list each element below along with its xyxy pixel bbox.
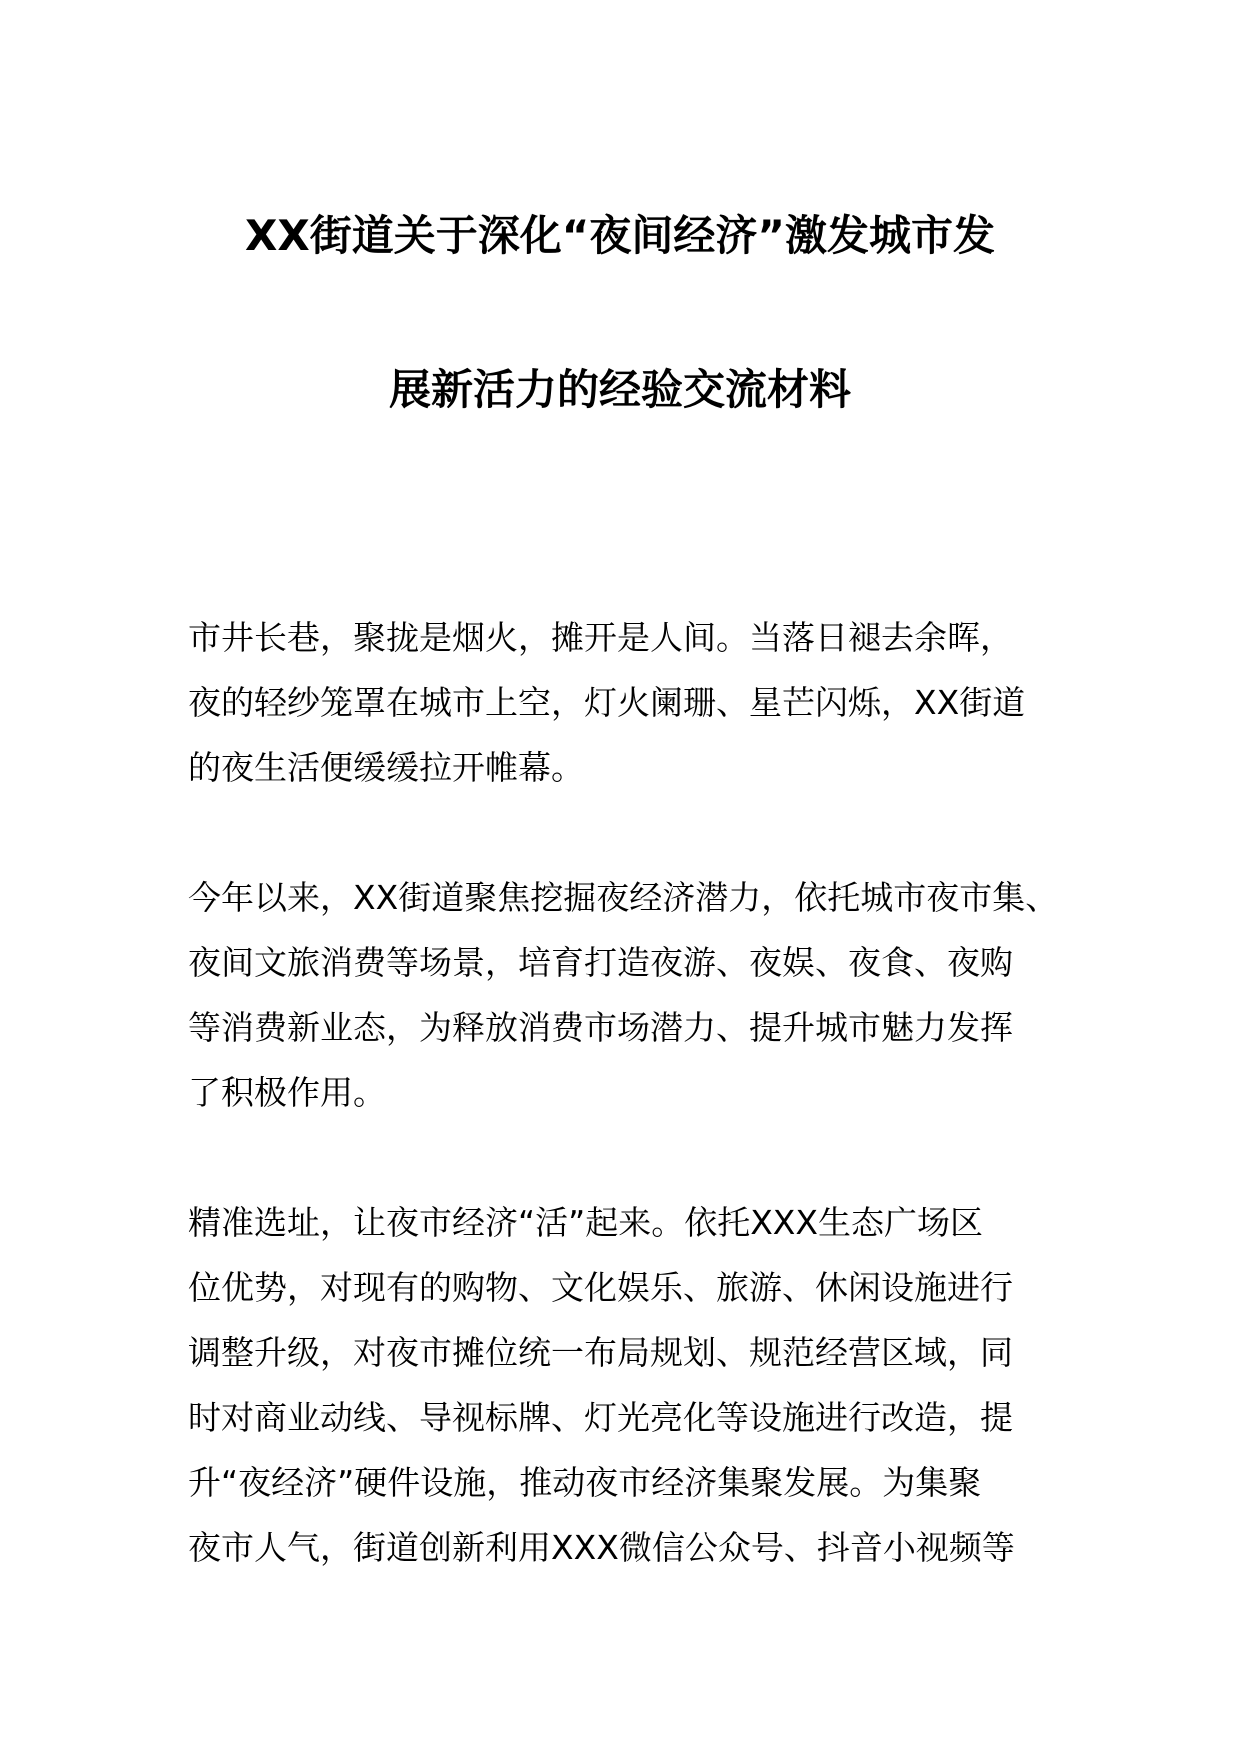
paragraph-line: 时对商业动线、导视标牌、灯光亮化等设施进行改造，提 (188, 1398, 1013, 1437)
paragraph-line: 了积极作用。 (188, 1073, 386, 1112)
document-title-line-1: XX街道关于深化“夜间经济”激发城市发 (245, 211, 995, 260)
paragraph-line: 升“夜经济”硬件设施，推动夜市经济集聚发展。为集聚 (188, 1463, 982, 1502)
paragraph-overview (188, 865, 1078, 1125)
document-title-line-2: 展新活力的经验交流材料 (388, 365, 851, 414)
paragraph-line: 调整升级，对夜市摊位统一布局规划、规范经营区域，同 (188, 1333, 1013, 1372)
paragraph-intro (188, 605, 1078, 800)
paragraph-line: 夜市人气，街道创新利用XXX微信公众号、抖音小视频等 (188, 1528, 1015, 1567)
paragraph-site-selection (188, 1190, 1078, 1580)
paragraph-line: 市井长巷，聚拢是烟火，摊开是人间。当落日褪去余晖， (188, 618, 1013, 657)
paragraph-line: 今年以来，XX街道聚焦挖掘夜经济潜力，依托城市夜市集、 (188, 878, 1059, 917)
paragraph-line: 夜的轻纱笼罩在城市上空，灯火阑珊、星芒闪烁，XX街道 (188, 683, 1026, 722)
paragraph-line: 精准选址，让夜市经济“活”起来。依托XXX生态广场区 (188, 1203, 984, 1242)
paragraph-line: 的夜生活便缓缓拉开帷幕。 (188, 748, 584, 787)
paragraph-line: 位优势，对现有的购物、文化娱乐、旅游、休闲设施进行 (188, 1268, 1013, 1307)
paragraph-line: 夜间文旅消费等场景，培育打造夜游、夜娱、夜食、夜购 (188, 943, 1013, 982)
paragraph-line: 等消费新业态，为释放消费市场潜力、提升城市魅力发挥 (188, 1008, 1013, 1047)
